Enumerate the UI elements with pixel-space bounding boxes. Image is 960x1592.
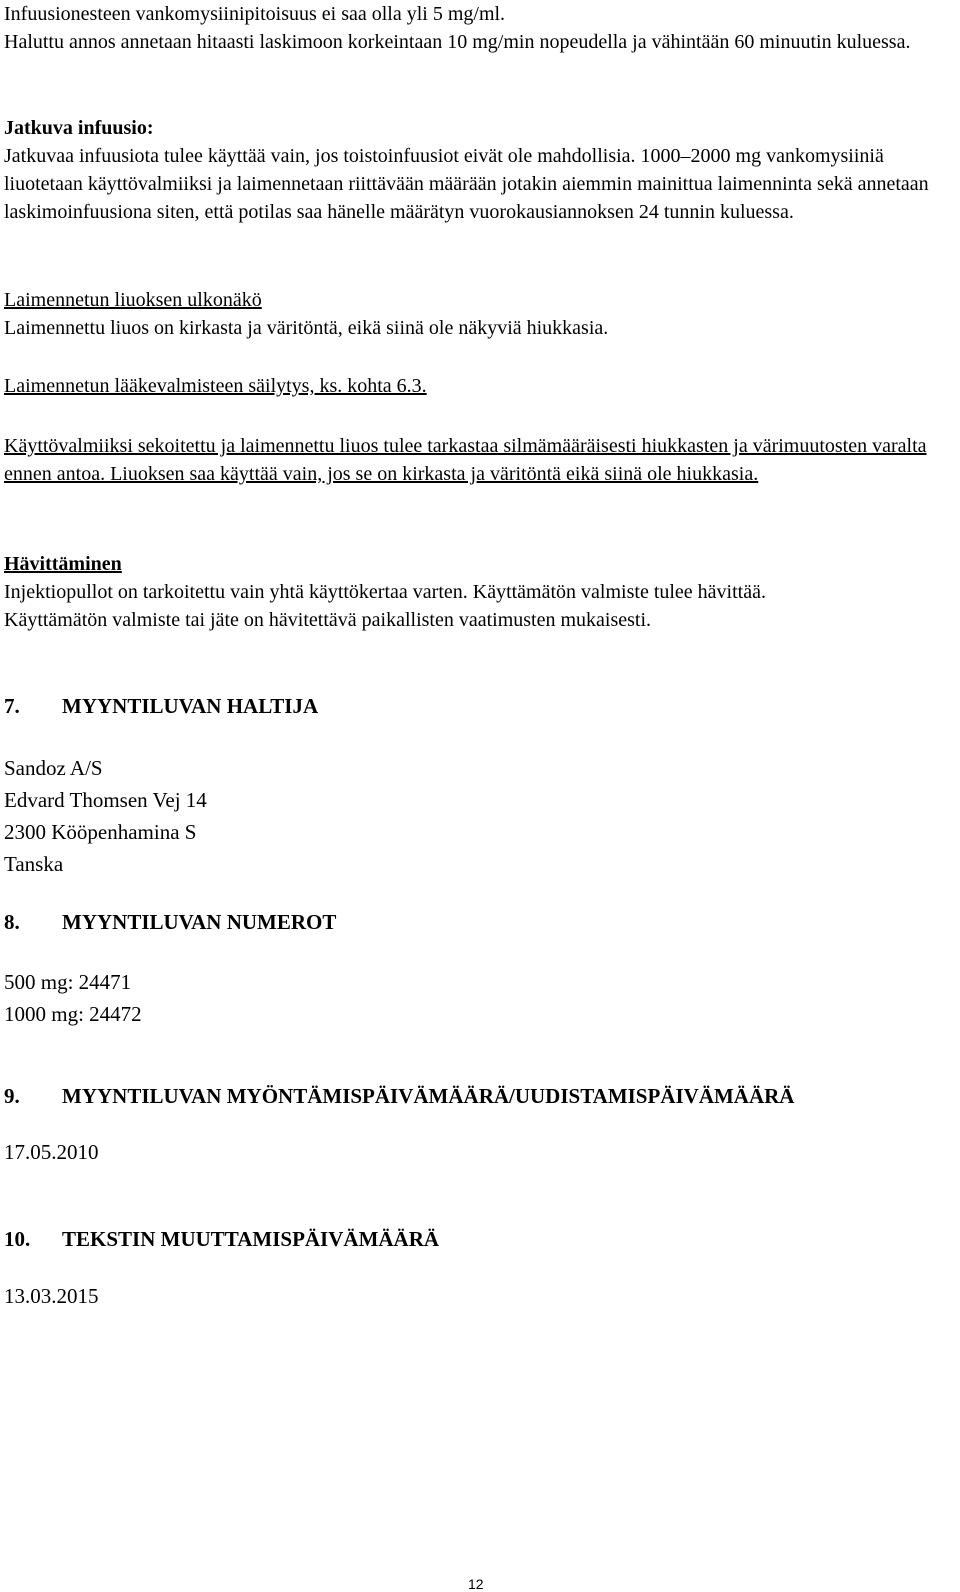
section-8-number: 8. <box>4 910 20 934</box>
storage-text: Laimennetun lääkevalmisteen säilytys, ks. kohta 6.3. <box>4 375 427 397</box>
disposal-line-2: Käyttämätön valmiste tai jäte on hävitettävä paikallisten vaatimusten mukaisesti. <box>4 609 652 631</box>
section-7-number: 7. <box>4 694 20 718</box>
authorisation-numbers <box>4 966 142 1030</box>
disposal-heading: Hävittäminen <box>4 553 122 575</box>
address-line: Edvard Thomsen Vej 14 <box>4 788 207 812</box>
page-number: 12 <box>468 1576 484 1592</box>
appearance-block <box>4 286 952 342</box>
section-8-heading <box>4 908 336 936</box>
disposal-line-1: Injektiopullot on tarkoitettu vain yhtä käyttökertaa varten. Käyttämätön valmiste tulee hävittää. <box>4 581 766 603</box>
continuous-infusion-heading: Jatkuva infuusio: <box>4 117 154 139</box>
appearance-heading: Laimennetun liuoksen ulkonäkö <box>4 289 262 311</box>
section-9-heading <box>4 1082 794 1110</box>
appearance-text: Laimennettu liuos on kirkasta ja väritöntä, eikä siinä ole näkyviä hiukkasia. <box>4 317 609 339</box>
section-10-title: TEKSTIN MUUTTAMISPÄIVÄMÄÄRÄ <box>62 1227 440 1251</box>
continuous-infusion-block <box>4 114 952 226</box>
address-line: Tanska <box>4 852 64 876</box>
holder-address <box>4 752 207 880</box>
dose-text: Haluttu annos annetaan hitaasti laskimoon korkeintaan 10 mg/min nopeudella ja vähintään 60 minuutin kuluessa. <box>4 31 911 53</box>
address-line: 2300 Kööpenhamina S <box>4 820 197 844</box>
section-9-number: 9. <box>4 1084 20 1108</box>
concentration-text: Infuusionesteen vankomysiinipitoisuus ei saa olla yli 5 mg/ml. <box>4 3 506 25</box>
continuous-infusion-text: Jatkuvaa infuusiota tulee käyttää vain, jos toistoinfuusiot eivät ole mahdollisia. 1000–2000 mg vankomysiiniä liuotetaan käyttövalmiiksi ja laimennetaan riittävään määrään jotakin aiemmin mainittua laimenninta sekä annetaan laskimoinfuusiona siten, että potilas saa hänelle määrätyn vuorokausiannoksen 24 tunnin kuluessa. <box>4 145 929 223</box>
revision-date: 13.03.2015 <box>4 1284 99 1308</box>
section-9-title: MYYNTILUVAN MYÖNTÄMISPÄIVÄMÄÄRÄ/UUDISTAMISPÄIVÄMÄÄRÄ <box>62 1084 795 1108</box>
authorisation-date: 17.05.2010 <box>4 1140 99 1164</box>
inspection-block <box>4 432 952 488</box>
section-8-title: MYYNTILUVAN NUMEROT <box>62 910 337 934</box>
section-10-heading <box>4 1225 439 1253</box>
disposal-block <box>4 550 952 634</box>
section-7-title: MYYNTILUVAN HALTIJA <box>62 694 319 718</box>
section-10-number: 10. <box>4 1227 31 1251</box>
section-7-heading <box>4 692 318 720</box>
inspection-text: Käyttövalmiiksi sekoitettu ja laimennettu liuos tulee tarkastaa silmämääräisesti hiukkasten ja värimuutosten varalta ennen antoa. Liuoksen saa käyttää vain, jos se on kirkasta ja väritöntä eikä siinä ole hiukkasia. <box>4 435 927 485</box>
authorisation-number: 1000 mg: 24472 <box>4 1002 142 1026</box>
intro-block <box>4 0 952 56</box>
address-line: Sandoz A/S <box>4 756 103 780</box>
authorisation-number: 500 mg: 24471 <box>4 970 132 994</box>
storage-block <box>4 372 952 400</box>
